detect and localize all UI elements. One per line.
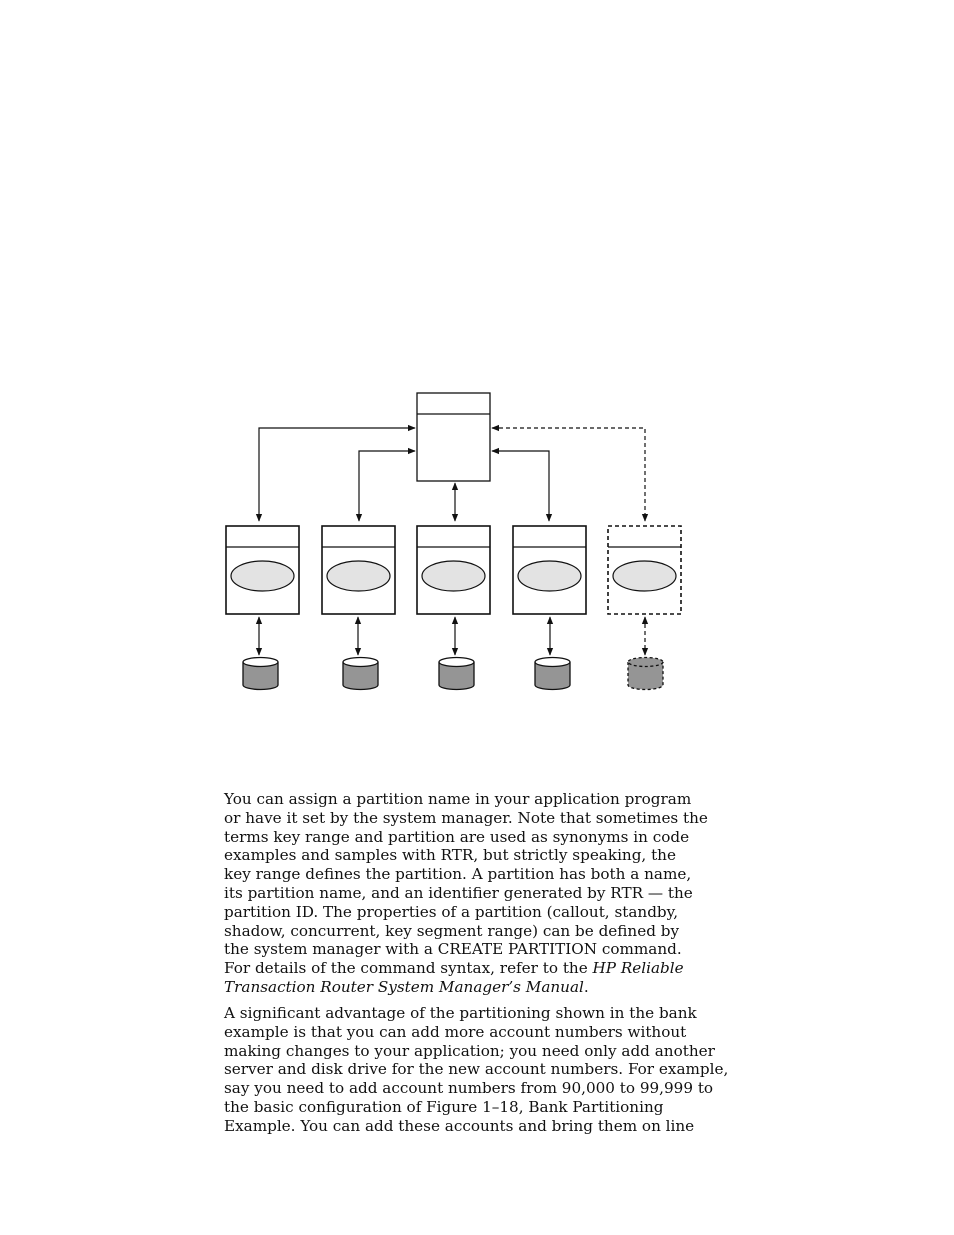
text-line: shadow, concurrent, key segment range) can be defined by bbox=[224, 921, 680, 940]
text-line: terms key range and partition are used as synonyms in code bbox=[224, 827, 690, 846]
text-line: Example. You can add these accounts and bring them on line bbox=[224, 1116, 695, 1135]
disk-icon-4 bbox=[535, 658, 570, 690]
text-line: You can assign a partition name in your application program bbox=[224, 790, 692, 808]
disk-icon-3 bbox=[439, 658, 474, 690]
text-line: or have it set by the system manager. Note that sometimes the bbox=[224, 808, 708, 827]
text-line: example is that you can add more account numbers without bbox=[224, 1022, 687, 1041]
partition-ellipse bbox=[518, 561, 581, 591]
partition-ellipse bbox=[231, 561, 294, 591]
disk-icon-1 bbox=[243, 658, 278, 690]
server-node-1 bbox=[226, 526, 299, 614]
text-run: For details of the command syntax, refer to the bbox=[224, 959, 593, 978]
server-node-new bbox=[608, 526, 681, 614]
text-line: examples and samples with RTR, but strictly speaking, the bbox=[224, 846, 676, 865]
partition-ellipse bbox=[422, 561, 485, 591]
client-node bbox=[417, 393, 490, 481]
text-line: say you need to add account numbers from 90,000 to 99,999 to bbox=[224, 1079, 714, 1098]
text-line: server and disk drive for the new account numbers. For example, bbox=[224, 1060, 729, 1079]
link-client-server-1 bbox=[259, 428, 415, 521]
text-line: making changes to your application; you need only add another bbox=[224, 1041, 715, 1060]
server-node-4 bbox=[513, 526, 586, 614]
text-line: the system manager with a CREATE PARTITION command. bbox=[224, 940, 682, 959]
manual-title: HP Reliable bbox=[592, 959, 684, 978]
text-line: key range defines the partition. A partition has both a name, bbox=[224, 865, 692, 884]
text-line bbox=[224, 978, 714, 997]
text-line: A significant advantage of the partitioning shown in the bank bbox=[224, 1004, 697, 1022]
disk-icon-2 bbox=[343, 658, 378, 690]
partition-ellipse bbox=[613, 561, 676, 591]
text-run: . bbox=[583, 977, 589, 996]
partition-ellipse bbox=[327, 561, 390, 591]
text-line: the basic configuration of Figure 1–18, Bank Partitioning bbox=[224, 1097, 664, 1116]
manual-title: Transaction Router System Manager’s Manual bbox=[224, 977, 584, 996]
text-line bbox=[224, 959, 714, 978]
body-paragraph-partitioning-advantage bbox=[224, 1004, 729, 1136]
disk-icon-new bbox=[628, 658, 663, 690]
server-node-3 bbox=[417, 526, 490, 614]
text-line: partition ID. The properties of a partition (callout, standby, bbox=[224, 902, 679, 921]
body-paragraph-partition-name bbox=[224, 790, 714, 997]
link-client-server-4 bbox=[492, 451, 549, 521]
link-client-server-new bbox=[492, 428, 645, 521]
text-line: its partition name, and an identifier generated by RTR — the bbox=[224, 883, 693, 902]
link-client-server-2 bbox=[359, 451, 415, 521]
server-node-2 bbox=[322, 526, 395, 614]
